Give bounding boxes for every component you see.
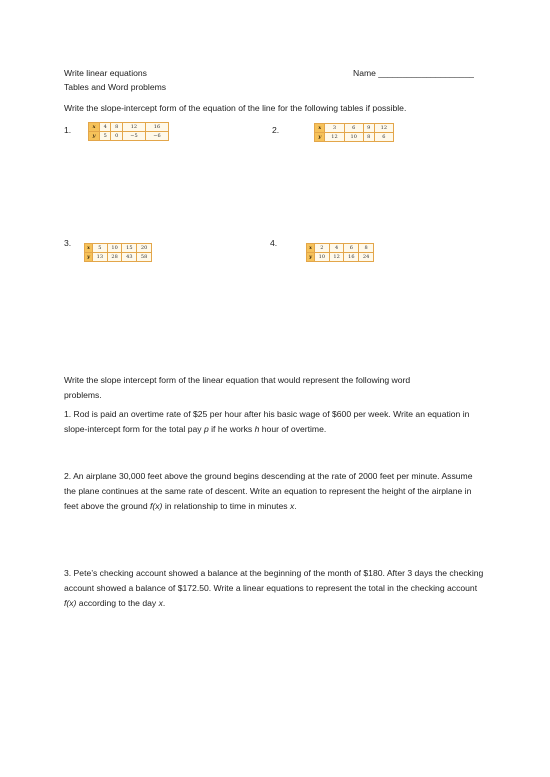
- table-cell: −6: [145, 132, 168, 141]
- table-cell: 6: [374, 133, 393, 142]
- table-row-y: [85, 253, 152, 262]
- word-problem-text: hour of overtime.: [259, 424, 327, 434]
- table-row-x: [315, 124, 394, 133]
- table-cell: 8: [363, 133, 374, 142]
- table-header-cell: x: [315, 124, 325, 133]
- word-problem: [64, 469, 484, 514]
- word-problem: [64, 566, 484, 611]
- problem-number: 1.: [64, 125, 72, 135]
- table-header-cell: x: [89, 123, 100, 132]
- table-cell: 12: [325, 133, 344, 142]
- word-problem-text: 1. Rod is paid an overtime rate of $25 per hour after his basic wage of $600 per week. Write an equation in slope-intercept form for the total pay: [64, 409, 470, 434]
- problem-number: 4.: [270, 238, 278, 248]
- table-cell: 16: [344, 253, 359, 262]
- table-cell: 28: [107, 253, 122, 262]
- table-header-cell: y: [89, 132, 100, 141]
- table-cell: 6: [344, 124, 363, 133]
- problem-number: 3.: [64, 238, 72, 248]
- name-field-label: Name ____________________: [353, 68, 474, 78]
- table-row-y: [89, 132, 169, 141]
- word-problem-text: .: [294, 501, 297, 511]
- table-row-x: [89, 123, 169, 132]
- table-cell: 4: [329, 244, 344, 253]
- tables-instruction: Write the slope-intercept form of the equation of the line for the following tables if possible.: [64, 103, 407, 113]
- problem-number: 2.: [272, 125, 280, 135]
- table-cell: 10: [107, 244, 122, 253]
- table-header-cell: y: [85, 253, 93, 262]
- word-instruction-line1: Write the slope intercept form of the linear equation that would represent the following word: [64, 375, 411, 385]
- table-cell: 15: [122, 244, 137, 253]
- table-cell: 10: [314, 253, 329, 262]
- value-table: [88, 122, 169, 141]
- table-cell: 9: [363, 124, 374, 133]
- word-problem-text: 2. An airplane 30,000 feet above the ground begins descending at the rate of 2000 feet per minute. Assume the plane continues at the same rate of descent. Write an equation to represent the height of the airplane in feet above the ground: [64, 471, 473, 511]
- table-cell: 12: [374, 124, 393, 133]
- table-cell: 5: [99, 132, 111, 141]
- table-cell: −5: [122, 132, 145, 141]
- table-header-cell: y: [307, 253, 315, 262]
- table-row-x: [85, 244, 152, 253]
- worksheet-subtitle: Tables and Word problems: [64, 82, 167, 92]
- word-problem-text: according to the day: [76, 598, 159, 608]
- word-instruction-line2: problems.: [64, 390, 102, 400]
- table-cell: 0: [111, 132, 123, 141]
- table-header-cell: y: [315, 133, 325, 142]
- word-problem-text: if he works: [208, 424, 255, 434]
- table-cell: 3: [325, 124, 344, 133]
- value-table: [84, 243, 152, 262]
- table-cell: 13: [92, 253, 107, 262]
- variable: x: [158, 598, 163, 608]
- variable: x: [289, 501, 295, 511]
- table-cell: 58: [137, 253, 152, 262]
- table-cell: 20: [137, 244, 152, 253]
- table-row-x: [307, 244, 374, 253]
- variable: h: [254, 424, 260, 434]
- word-problem-text: .: [162, 598, 166, 608]
- table-header-cell: x: [307, 244, 315, 253]
- table-row-y: [315, 133, 394, 142]
- value-table: [314, 123, 394, 142]
- table-cell: 24: [359, 253, 374, 262]
- table-cell: 6: [344, 244, 359, 253]
- table-header-cell: x: [85, 244, 93, 253]
- word-problem-text: in relationship to time in minutes: [162, 501, 290, 511]
- variable: f(x): [150, 501, 163, 511]
- table-cell: 12: [329, 253, 344, 262]
- table-cell: 2: [314, 244, 329, 253]
- value-table: [306, 243, 374, 262]
- table-cell: 4: [99, 123, 111, 132]
- table-cell: 8: [359, 244, 374, 253]
- variable: f(x): [64, 598, 77, 608]
- table-cell: 43: [122, 253, 137, 262]
- worksheet-title: Write linear equations: [64, 68, 147, 78]
- table-cell: 16: [145, 123, 168, 132]
- table-cell: 5: [92, 244, 107, 253]
- table-cell: 12: [122, 123, 145, 132]
- word-problem: [64, 407, 484, 437]
- table-cell: 10: [344, 133, 363, 142]
- table-row-y: [307, 253, 374, 262]
- table-cell: 8: [111, 123, 123, 132]
- variable: p: [203, 424, 209, 434]
- word-problem-text: 3. Pete’s checking account showed a balance at the beginning of the month of $180. After 3 days the checking account showed a balance of $172.50. Write a linear equations to represent the total in the checking account: [64, 568, 484, 593]
